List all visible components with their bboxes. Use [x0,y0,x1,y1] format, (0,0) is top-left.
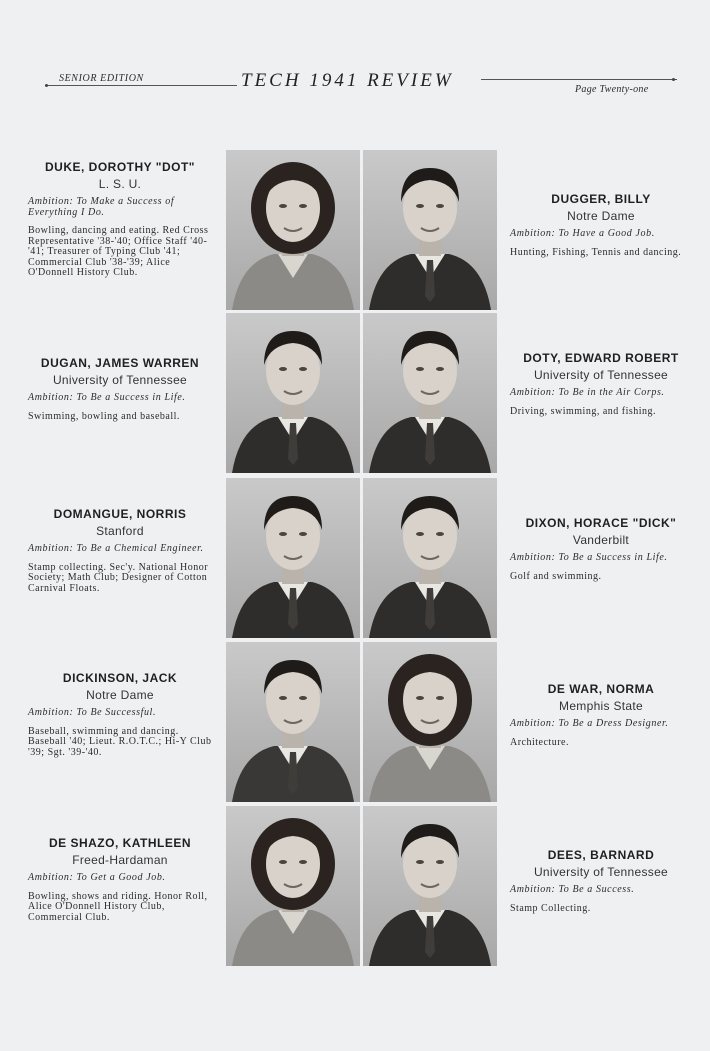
student-photo [363,150,497,310]
student-ambition: Ambition: To Have a Good Job. [510,228,655,239]
student-ambition: Ambition: To Be a Success. [510,884,635,895]
student-name: DE SHAZO, KATHLEEN [48,836,192,850]
student-activities: Architecture. [510,736,569,748]
edition-label: SENIOR EDITION [59,73,144,84]
student-entry [28,162,212,279]
student-school: Stanford [96,523,144,538]
student-photo [363,806,497,966]
student-entry [510,684,692,748]
student-entry [510,194,692,258]
header-rule-right [481,79,677,80]
student-photo [226,642,360,802]
page-header [45,68,677,98]
student-name: DOTY, EDWARD ROBERT [523,351,679,365]
student-entry [510,850,692,914]
student-name: DUGAN, JAMES WARREN [40,356,200,370]
student-school: L. S. U. [98,176,142,191]
student-ambition: Ambition: To Be a Success in Life. [510,552,668,563]
student-activities: Stamp Collecting. [510,902,591,914]
student-activities: Swimming, bowling and baseball. [28,410,180,422]
student-photo [226,313,360,473]
page-number: Page Twenty-one [575,84,649,95]
student-activities: Stamp collecting. Sec'y. National Honor Society; Math Club; Designer of Cotton Carnival Floats. [28,561,209,594]
student-photo [226,478,360,638]
student-ambition: Ambition: To Be a Success in Life. [28,392,186,403]
student-name: DIXON, HORACE "DICK" [525,516,677,530]
student-entry [28,358,212,422]
student-photo [226,806,360,966]
page-title: TECH 1941 REVIEW [241,70,454,91]
student-entry [28,838,212,923]
student-name: DEES, BARNARD [547,848,655,862]
student-name: DUKE, DOROTHY "DOT" [45,160,195,174]
student-photo [363,642,497,802]
student-ambition: Ambition: To Get a Good Job. [28,872,166,883]
student-activities: Driving, swimming, and fishing. [510,405,657,417]
student-name: DUGGER, BILLY [551,192,651,206]
student-school: Vanderbilt [572,532,630,547]
student-entry [510,518,692,582]
student-ambition: Ambition: To Be a Chemical Engineer. [28,543,204,554]
student-school: University of Tennessee [533,864,669,879]
student-entry [28,509,212,594]
student-activities: Golf and swimming. [510,570,602,582]
student-activities: Bowling, dancing and eating. Red Cross Representative '38-'40; Office Staff '40-'41; Treasurer of Typing Club '41; Commercial Club '38-'39; Alice O'Donnell History Club. [28,225,209,278]
header-rule-left [45,85,237,86]
student-school: Notre Dame [86,687,154,702]
student-activities: Bowling, shows and riding. Honor Roll, Alice O'Donnell History Club, Commercial Club. [28,890,208,923]
student-name: DICKINSON, JACK [62,671,178,685]
student-photo [226,150,360,310]
student-school: University of Tennessee [52,372,188,387]
header-rule-dot-right [672,78,675,81]
student-ambition: Ambition: To Be a Dress Designer. [510,718,669,729]
student-ambition: Ambition: To Be in the Air Corps. [510,387,665,398]
student-name: DOMANGUE, NORRIS [53,507,187,521]
student-photo [363,478,497,638]
student-activities: Hunting, Fishing, Tennis and dancing. [510,246,682,258]
student-school: Notre Dame [567,208,635,223]
student-school: University of Tennessee [533,367,669,382]
student-ambition: Ambition: To Be Successful. [28,707,157,718]
student-school: Freed-Hardaman [72,852,168,867]
header-rule-dot-left [45,84,48,87]
student-photo [363,313,497,473]
student-school: Memphis State [559,698,643,713]
student-entry [28,673,212,758]
student-name: DE WAR, NORMA [547,682,655,696]
student-activities: Baseball, swimming and dancing. Baseball '40; Lieut. R.O.T.C.; Hi-Y Club '39; Sgt. '39-'40. [28,725,212,758]
student-entry [510,353,692,417]
student-ambition: Ambition: To Make a Success of Everything I Do. [28,196,175,218]
